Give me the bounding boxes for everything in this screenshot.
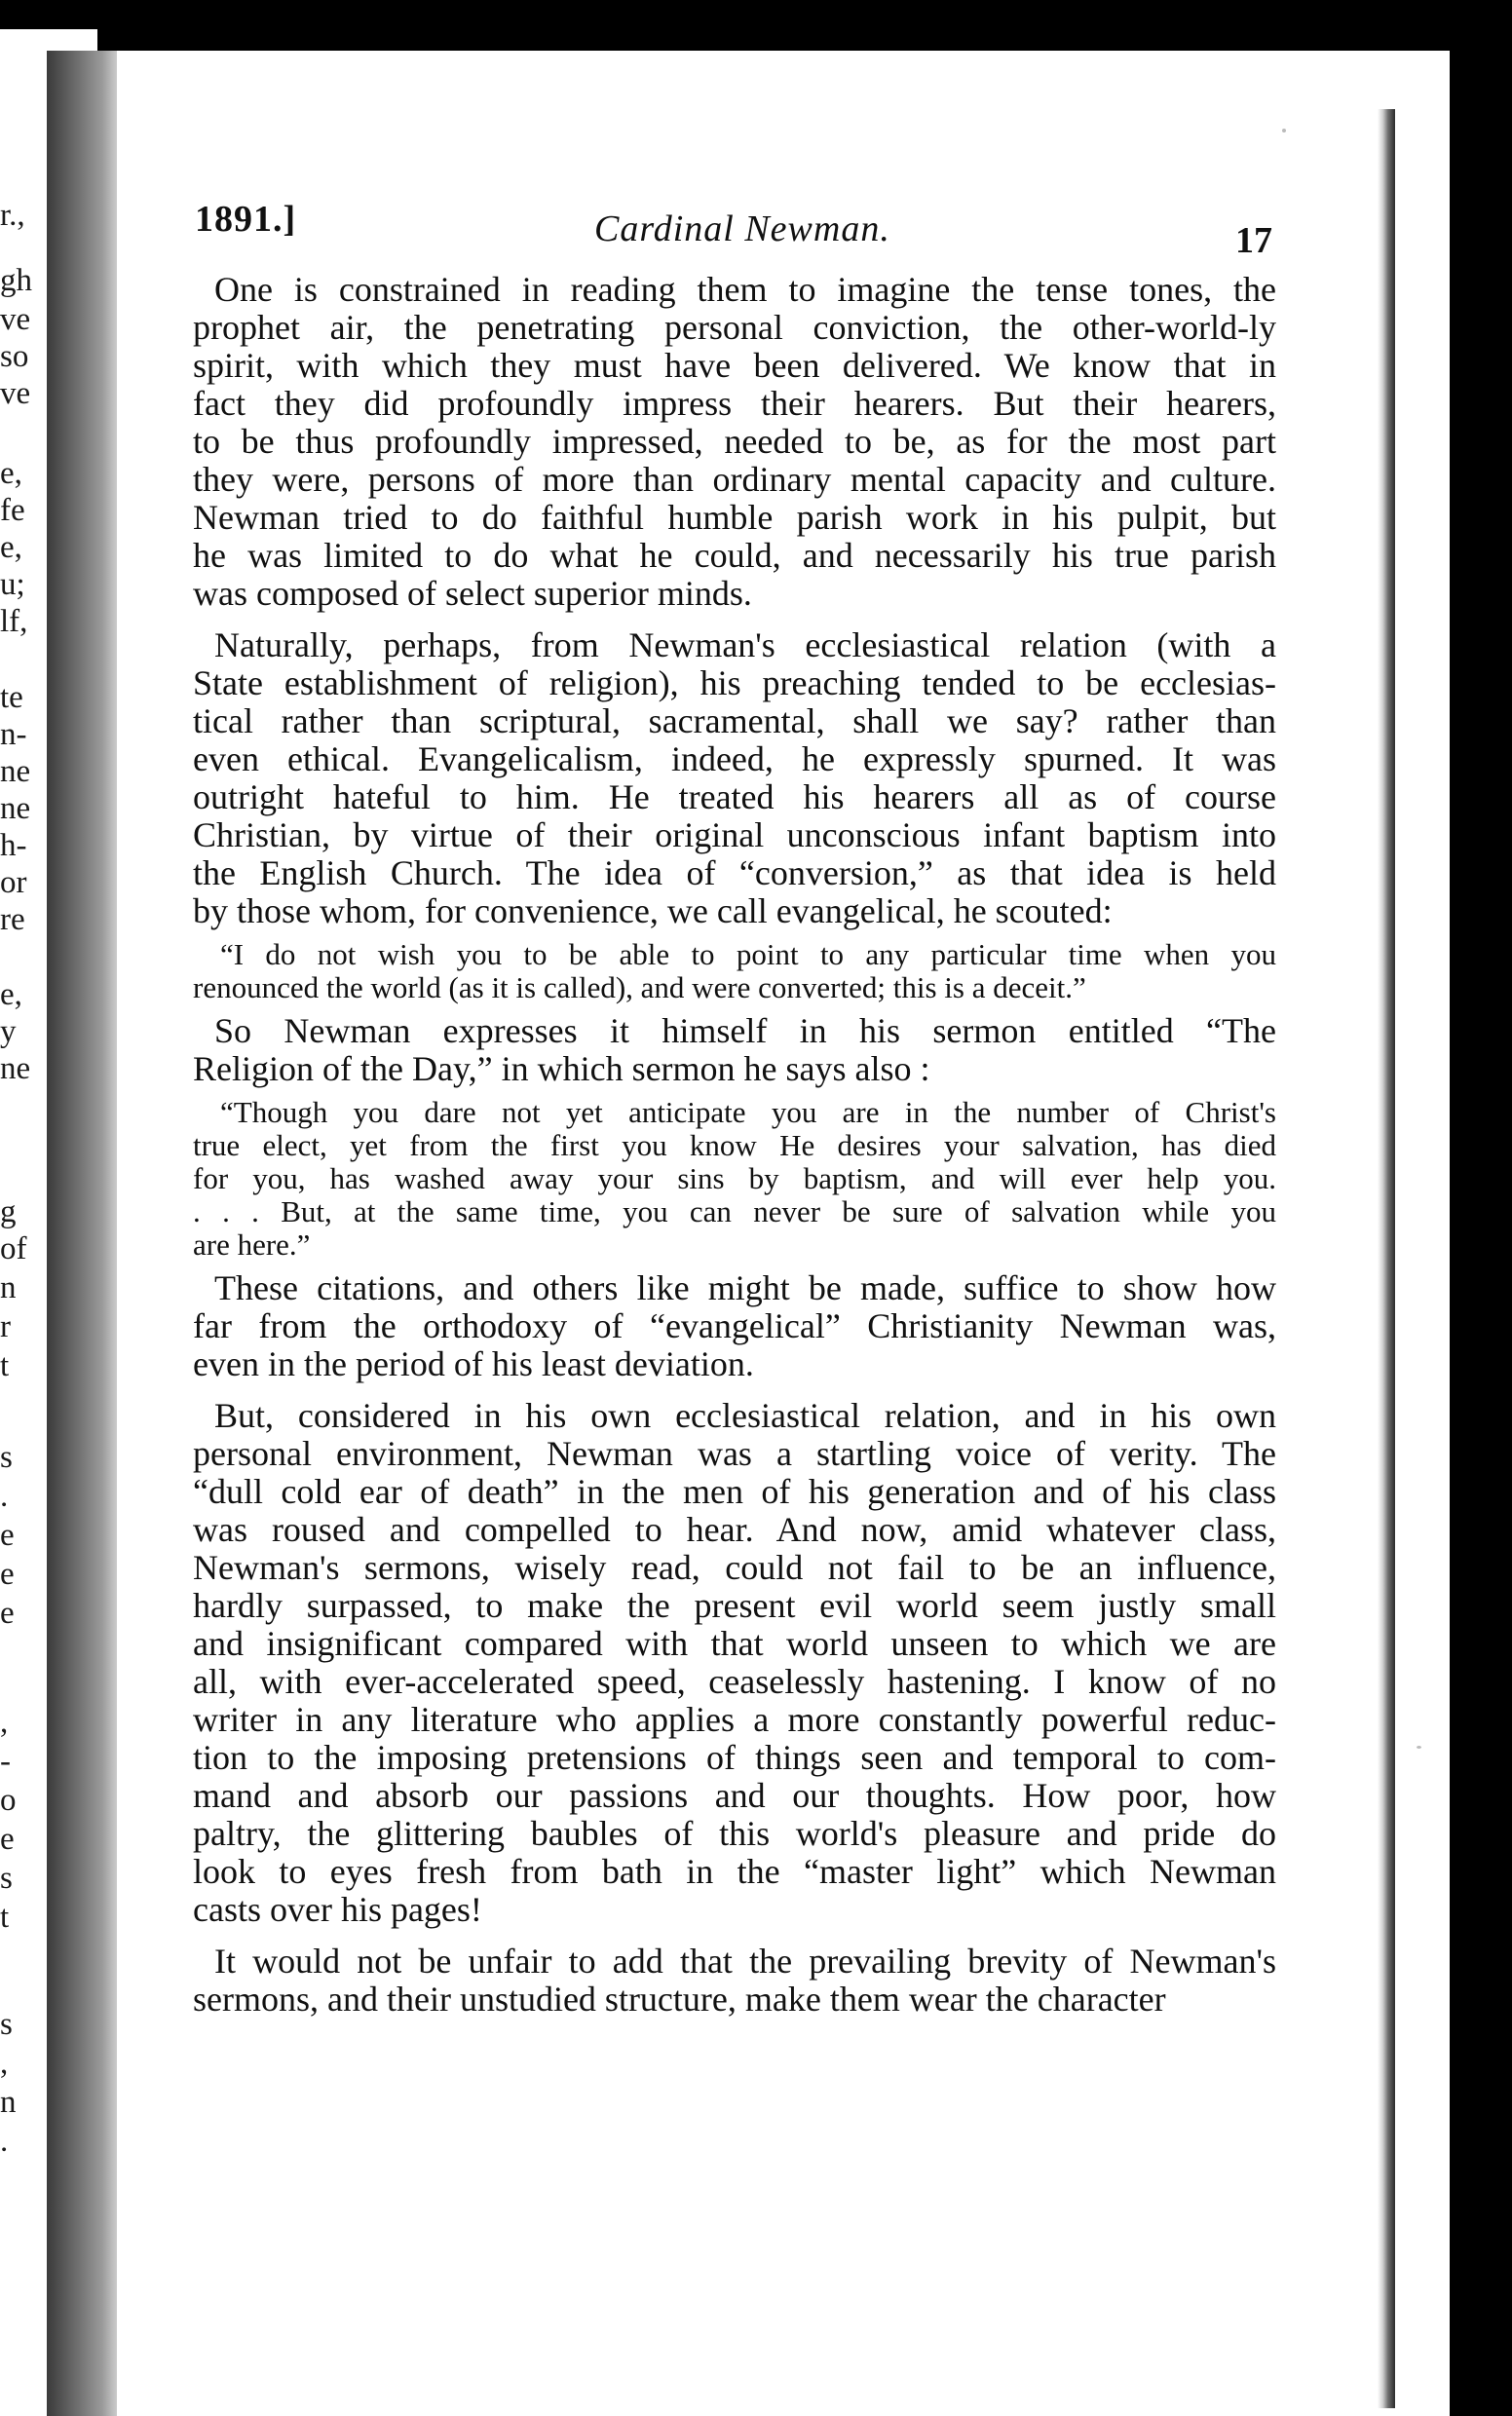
text-line: even in the period of his least deviation. [193, 1344, 754, 1383]
facing-page-fragment: ve [0, 302, 31, 337]
text-line: was composed of select superior minds. [193, 574, 752, 613]
text-line: But, considered in his own ecclesiastical relation, and in his own [214, 1396, 1276, 1435]
text-line: “I do not wish you to be able to point to any particular time when you [220, 937, 1276, 971]
facing-page-fragment: re [0, 902, 25, 937]
text-line: look to eyes fresh from bath in the “master light” which Newman [193, 1852, 1276, 1891]
facing-page-fragment: e, [0, 456, 22, 491]
facing-page-fragment: e [0, 1822, 15, 1857]
text-line: fact they did profoundly impress their hearers. But their hearers, [193, 384, 1276, 423]
paragraph [193, 1269, 1276, 1383]
text-line: spirit, with which they must have been delivered. We know that in [193, 346, 1276, 385]
facing-page-fragment: e [0, 1557, 15, 1592]
text-line: It would not be unfair to add that the prevailing brevity of Newman's [214, 1942, 1276, 1981]
paragraph-spacer [193, 1383, 1276, 1397]
paragraph-spacer [193, 613, 1276, 626]
text-line: far from the orthodoxy of “evangelical” Christianity Newman was, [193, 1306, 1276, 1345]
text-line: writer in any literature who applies a more constantly powerful reduc- [193, 1700, 1276, 1739]
facing-page-fragment: ve [0, 376, 31, 411]
facing-page-fragment: of [0, 1231, 27, 1266]
facing-page-fragment: y [0, 1014, 17, 1049]
block-quote [193, 938, 1276, 1004]
facing-page-fragment: n [0, 1270, 17, 1305]
facing-page-fragment: h- [0, 828, 27, 863]
paragraph [193, 1943, 1276, 2019]
text-line: was roused and compelled to hear. And now, amid whatever class, [193, 1510, 1276, 1549]
facing-page-fragment: g [0, 1194, 17, 1229]
facing-page-fragment: u; [0, 567, 25, 602]
paragraph [193, 1012, 1276, 1088]
facing-page-fragment: . [0, 2124, 9, 2159]
text-line: sermons, and their unstudied structure, make them wear the character [193, 1980, 1166, 2019]
text-line: renounced the world (as it is called), and were converted; this is a deceit.” [193, 970, 1086, 1004]
text-line: “dull cold ear of death” in the men of his generation and of his class [193, 1472, 1276, 1511]
text-line: One is constrained in reading them to imagine the tense tones, the [214, 270, 1276, 309]
facing-page-fragment: r., [0, 198, 25, 233]
facing-page-fragment: o [0, 1783, 17, 1818]
header-title: Cardinal Newman. [594, 208, 890, 249]
text-line: Naturally, perhaps, from Newman's ecclesiastical relation (with a [214, 625, 1276, 664]
text-line: all, with ever-accelerated speed, ceaselessly hastening. I know of no [193, 1662, 1276, 1701]
text-line: to be thus profoundly impressed, needed to be, as for the most part [193, 422, 1276, 461]
text-line: Newman's sermons, wisely read, could not fail to be an influence, [193, 1548, 1276, 1587]
text-line: they were, persons of more than ordinary mental capacity and culture. [193, 460, 1276, 499]
facing-page-fragment: e, [0, 977, 22, 1012]
text-line: . . . But, at the same time, you can never be sure of salvation while you [193, 1194, 1276, 1228]
paragraph-spacer [193, 2019, 1276, 2032]
text-line: are here.” [193, 1227, 311, 1262]
text-line: for you, has washed away your sins by baptism, and will ever help you. [193, 1161, 1276, 1195]
text-line: casts over his pages! [193, 1890, 482, 1929]
facing-page-fragment: e [0, 1518, 15, 1553]
paragraph-spacer [193, 1929, 1276, 1943]
text-line: true elect, yet from the first you know He desires your salvation, has died [193, 1128, 1276, 1162]
facing-page-fragment: n- [0, 717, 27, 752]
text-line: mand and absorb our passions and our thoughts. How poor, how [193, 1776, 1276, 1815]
facing-page-fragment: lf, [0, 604, 28, 639]
text-line: Religion of the Day,” in which sermon he says also : [193, 1049, 930, 1088]
page-edge-shadow [1378, 109, 1395, 2408]
facing-page-fragment: ne [0, 791, 31, 826]
facing-page-fragment: s [0, 2007, 13, 2042]
running-header [195, 190, 1272, 261]
facing-page-fragment: te [0, 680, 23, 715]
text-line: tion to the imposing pretensions of things seen and temporal to com- [193, 1738, 1276, 1777]
facing-page-fragment: r [0, 1309, 11, 1344]
facing-page-fragment: e, [0, 530, 22, 565]
paragraph [193, 271, 1276, 613]
facing-page-fragment: fe [0, 493, 25, 528]
text-line: “Though you dare not yet anticipate you are in the number of Christ's [220, 1095, 1276, 1129]
dust-speck [1282, 129, 1286, 132]
facing-page-fragment: , [0, 2046, 9, 2081]
text-line: Newman tried to do faithful humble parish work in his pulpit, but [193, 498, 1276, 537]
facing-page-fragment: , [0, 1705, 9, 1740]
text-line: even ethical. Evangelicalism, indeed, he expressly spurned. It was [193, 739, 1276, 778]
text-line: tical rather than scriptural, sacramental, shall we say? rather than [193, 701, 1276, 740]
block-quote [193, 1096, 1276, 1262]
header-year: 1891.] [195, 199, 297, 240]
facing-page-fragment: . [0, 1479, 9, 1514]
facing-page-fragment: s [0, 1440, 13, 1475]
text-line: hardly surpassed, to make the present evil world seem justly small [193, 1586, 1276, 1625]
text-line: So Newman expresses it himself in his sermon entitled “The [214, 1011, 1276, 1050]
text-line: paltry, the glittering baubles of this world's pleasure and pride do [193, 1814, 1276, 1853]
paragraph [193, 626, 1276, 930]
text-line: prophet air, the penetrating personal conviction, the other-world-ly [193, 308, 1276, 347]
facing-page-fragment: ne [0, 1051, 31, 1086]
text-line: State establishment of religion), his preaching tended to be ecclesias- [193, 663, 1276, 702]
facing-page-fragment: or [0, 865, 27, 900]
text-line: by those whom, for convenience, we call evangelical, he scouted: [193, 891, 1113, 930]
text-line: personal environment, Newman was a startling voice of verity. The [193, 1434, 1276, 1473]
facing-page-fragment: s [0, 1861, 13, 1896]
text-line: he was limited to do what he could, and necessarily his true parish [193, 536, 1276, 575]
text-line: the English Church. The idea of “conversion,” as that idea is held [193, 853, 1276, 892]
facing-page-fragment: ne [0, 754, 31, 789]
facing-page-fragment: so [0, 339, 29, 374]
facing-page-fragment: t [0, 1900, 10, 1935]
facing-page-fragment: gh [0, 263, 32, 298]
paragraph [193, 1397, 1276, 1929]
facing-page-fragment: - [0, 1744, 11, 1779]
facing-page-fragment: n [0, 2085, 17, 2120]
book-gutter [47, 51, 121, 2416]
text-line: outright hateful to him. He treated his hearers all as of course [193, 777, 1276, 816]
page-number: 17 [1235, 220, 1272, 261]
page-body [193, 271, 1276, 2032]
text-line: and insignificant compared with that world unseen to which we are [193, 1624, 1276, 1663]
text-line: These citations, and others like might be made, suffice to show how [214, 1268, 1276, 1307]
text-line: Christian, by virtue of their original unconscious infant baptism into [193, 815, 1276, 854]
facing-page-fragment: t [0, 1348, 10, 1383]
facing-page-fragment: e [0, 1596, 15, 1631]
dust-speck [1417, 1746, 1421, 1749]
